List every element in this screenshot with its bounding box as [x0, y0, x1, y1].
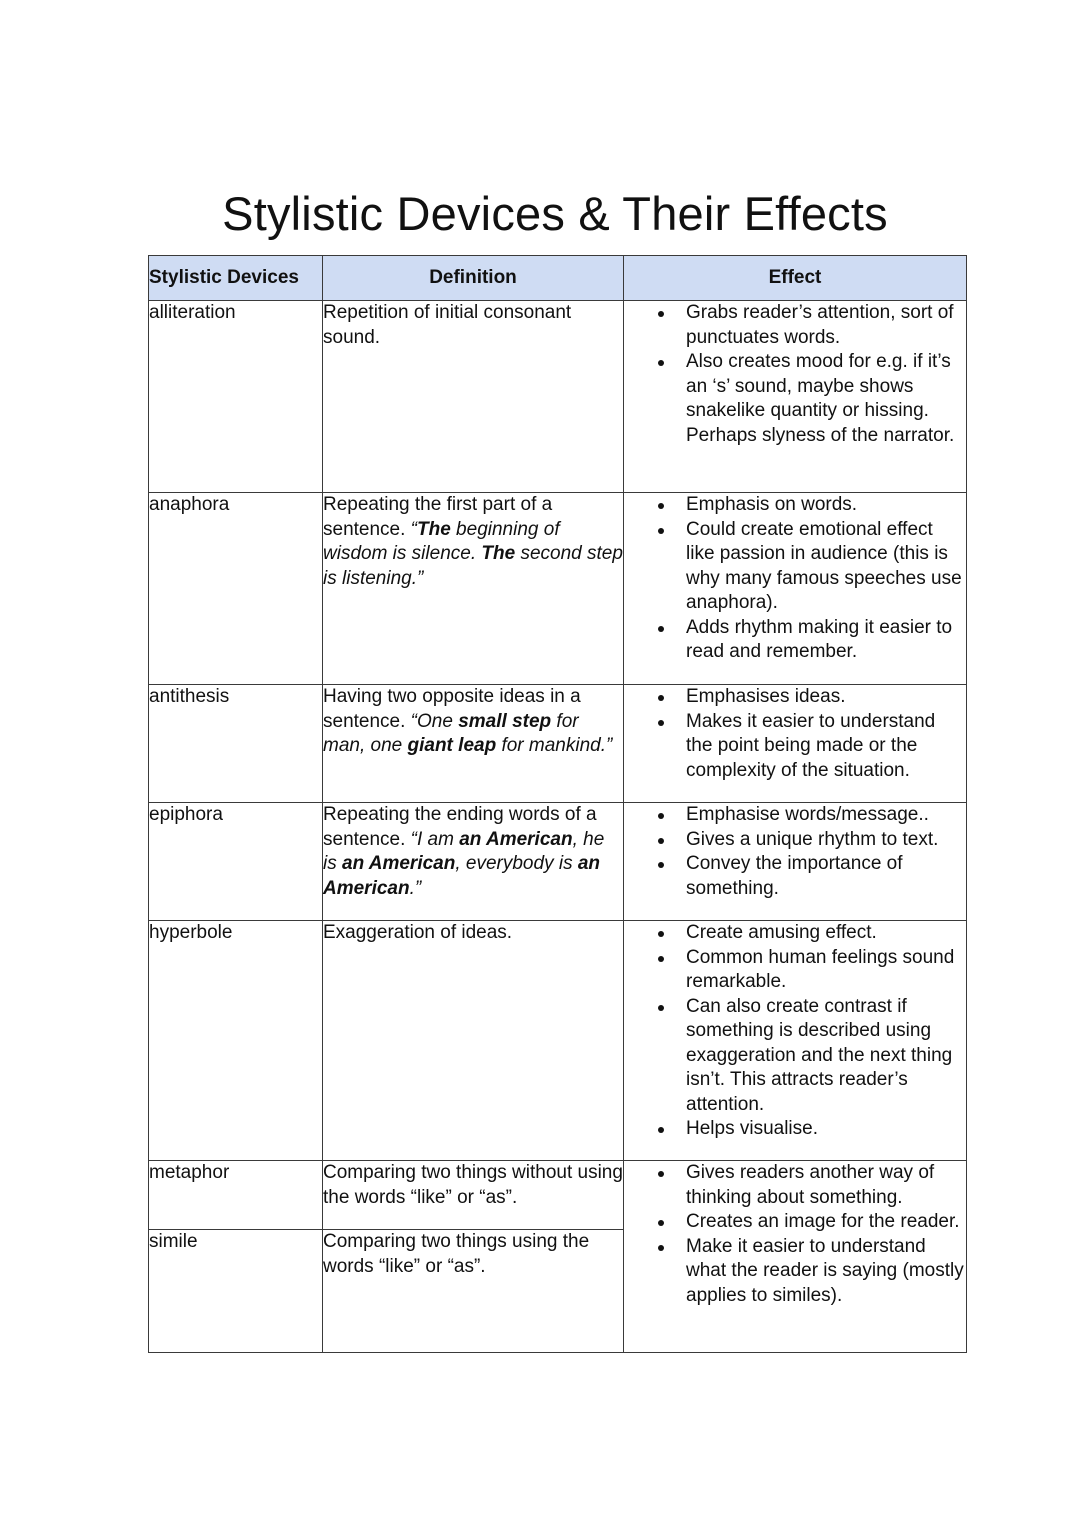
definition-segment: Comparing two things using the words “like” or “as”. [323, 1231, 590, 1277]
effect-item: Grabs reader’s attention, sort of punctuates words. [686, 301, 966, 350]
effect-item: Creates an image for the reader. [686, 1210, 966, 1235]
effect-item: Convey the importance of something. [686, 852, 966, 901]
definition-segment: “I am [410, 828, 460, 850]
definition-segment: giant leap [407, 735, 497, 756]
definition-segment: an American [342, 853, 456, 874]
definition-segment: small step [458, 710, 552, 732]
effect-item: Also creates mood for e.g. if it’s an ‘s’ sound, maybe shows snakelike quantity or hissing. Perhaps slyness of the narrator. [686, 350, 966, 448]
effect-item: Make it easier to understand what the reader is saying (mostly applies to similes). [686, 1235, 966, 1309]
definition-segment: an American [323, 853, 601, 899]
definition-segment: Repeating the first part of a sentence. [323, 494, 553, 540]
device-definition [323, 301, 624, 493]
definition-segment: , he is [323, 828, 605, 874]
definition-segment: beginning of wisdom is silence. [323, 518, 560, 564]
effect-item: Gives a unique rhythm to text. [686, 828, 966, 853]
table-row [149, 921, 967, 1161]
header-stylistic-devices: Stylistic Devices [149, 256, 323, 301]
header-effect: Effect [624, 256, 967, 301]
device-name: hyperbole [149, 921, 323, 1161]
effect-item: Adds rhythm making it easier to read and remember. [686, 616, 966, 665]
table-row [149, 685, 967, 803]
shared-effect [624, 1161, 967, 1353]
effect-item: Makes it easier to understand the point being made or the complexity of the situation. [686, 710, 966, 784]
device-name: antithesis [149, 685, 323, 803]
device-name: alliteration [149, 301, 323, 493]
device-definition [323, 1230, 624, 1353]
definition-segment: Exaggeration of ideas. [323, 922, 513, 943]
effect-item: Gives readers another way of thinking about something. [686, 1161, 966, 1210]
device-name: simile [149, 1230, 323, 1353]
definition-segment: Comparing two things without using the words “like” or “as”. [323, 1162, 623, 1208]
effect-item: Create amusing effect. [686, 921, 966, 946]
effects-list [624, 1161, 966, 1308]
device-definition [323, 685, 624, 803]
stylistic-devices-table [148, 255, 967, 1353]
table-header-row [149, 256, 967, 301]
table-row [149, 803, 967, 921]
effect-item: Helps visualise. [686, 1117, 966, 1142]
effects-list [624, 493, 966, 665]
definition-segment: , everybody is [455, 853, 578, 874]
header-definition: Definition [323, 256, 624, 301]
effects-list [624, 301, 966, 448]
definition-segment: for man, one [323, 710, 579, 756]
effect-item: Emphasises ideas. [686, 685, 966, 710]
definition-segment: for mankind.” [496, 735, 613, 756]
effect-item: Emphasis on words. [686, 493, 966, 518]
effect-item: Emphasise words/message.. [686, 803, 966, 828]
device-name: anaphora [149, 493, 323, 685]
table-row [149, 1161, 967, 1230]
definition-segment: .” [409, 877, 422, 899]
device-definition [323, 493, 624, 685]
definition-segment: Having two opposite ideas in a sentence. [323, 686, 581, 732]
table-row [149, 493, 967, 685]
definition-segment: The [417, 518, 451, 540]
effects-list [624, 685, 966, 783]
effect-item: Common human feelings sound remarkable. [686, 946, 966, 995]
page-title: Stylistic Devices & Their Effects [222, 187, 888, 240]
definition-segment: Repetition of initial consonant sound. [323, 302, 572, 348]
device-effect [624, 803, 967, 921]
table-row [149, 301, 967, 493]
effects-list [624, 921, 966, 1142]
device-effect [624, 493, 967, 685]
definition-segment: “ [410, 518, 417, 540]
definition-segment: second step is listening.” [323, 543, 623, 589]
device-definition [323, 1161, 624, 1230]
device-name: epiphora [149, 803, 323, 921]
definition-segment: an American [459, 828, 573, 850]
definition-segment: “One [410, 710, 459, 732]
device-definition [323, 803, 624, 921]
device-effect [624, 301, 967, 493]
effect-item: Could create emotional effect like passion in audience (this is why many famous speeches use anaphora). [686, 518, 966, 616]
definition-segment: The [481, 543, 516, 564]
device-effect [624, 685, 967, 803]
device-effect [624, 921, 967, 1161]
definition-segment: Repeating the ending words of a sentence. [323, 804, 597, 850]
device-name: metaphor [149, 1161, 323, 1230]
effects-list [624, 803, 966, 901]
device-definition [323, 921, 624, 1161]
effect-item: Can also create contrast if something is described using exaggeration and the next thing isn’t. This attracts reader’s attention. [686, 995, 966, 1118]
